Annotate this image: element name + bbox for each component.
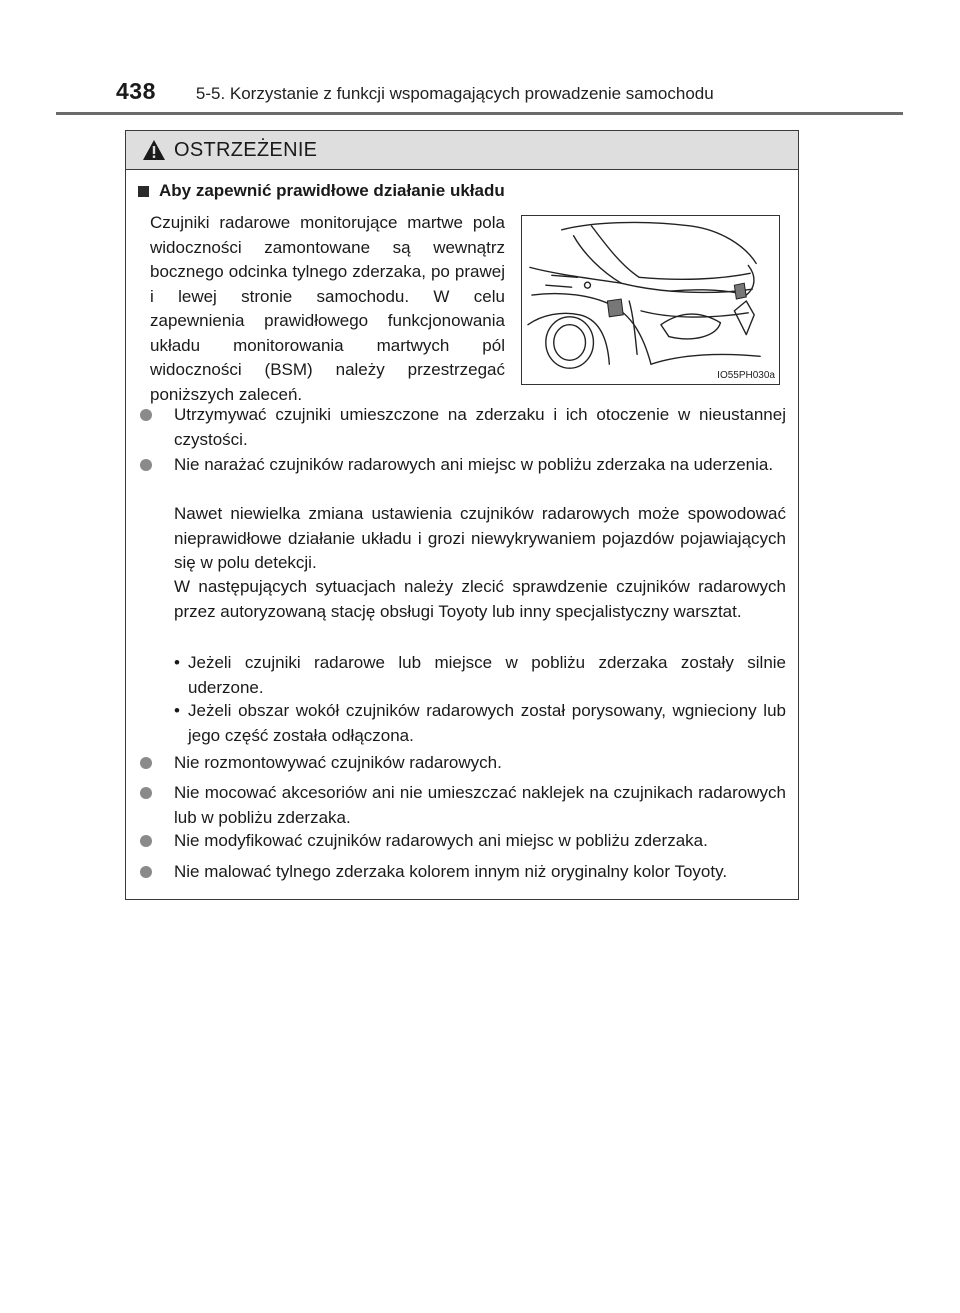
square-bullet-icon xyxy=(138,186,149,197)
subheading-text: Aby zapewnić prawidłowe działanie układu xyxy=(159,181,505,200)
car-rear-figure xyxy=(521,215,780,385)
warning-triangle-icon xyxy=(142,139,166,161)
list-item xyxy=(138,781,786,830)
car-rear-illustration xyxy=(522,216,779,384)
sub-bullet-marker: • xyxy=(174,701,180,720)
section-title: 5-5. Korzystanie z funkcji wspomagających prowadzenie samochodu xyxy=(195,84,714,103)
round-bullet-icon xyxy=(140,409,152,421)
warning-title: OSTRZEŻENIE xyxy=(174,138,318,161)
sub-bullet-text: Jeżeli czujniki radarowe lub miejsce w pobliżu zderzaka zostały silnie uderzone. xyxy=(188,653,786,697)
intro-paragraph: Czujniki radarowe monitorujące martwe pola widoczności zamontowane są wewnątrz bocznego odcinka tylnego zderzaka, po prawej i lewej stronie samochodu. W celu zapewnienia prawidłowego funkcjonowania układu monitorowania martwych pól widoczności (BSM) należy przestrzegać poniższych zaleceń. xyxy=(150,213,505,404)
warning-box xyxy=(125,130,799,900)
sub-bullet-item xyxy=(174,699,786,748)
list-item xyxy=(138,751,786,776)
list-item-text: Nie rozmontowywać czujników radarowych. xyxy=(174,753,502,772)
list-item-text: Nie modyfikować czujników radarowych ani miejsc w pobliżu zderzaka. xyxy=(174,831,708,850)
sub-bullet-item xyxy=(174,651,786,700)
list-item xyxy=(138,860,786,885)
page-number: 438 xyxy=(116,78,156,104)
header-rule xyxy=(56,112,903,115)
list-item-text: Nie narażać czujników radarowych ani miejsc w pobliżu zderzaka na uderzenia. xyxy=(174,455,774,474)
subheading xyxy=(138,181,505,201)
warning-header xyxy=(126,131,798,170)
list-item-text: Nie malować tylnego zderzaka kolorem innym niż oryginalny kolor Toyoty. xyxy=(174,862,728,881)
list-item-text: Nie mocować akcesoriów ani nie umieszczać naklejek na czujnikach radarowych lub w pobliżu zderzaka. xyxy=(174,783,786,827)
bullet2-paragraph-2: W następujących sytuacjach należy zlecić sprawdzenie czujników radarowych przez autoryzowaną stację obsługi Toyoty lub inny specjalistyczny warsztat. xyxy=(174,577,786,621)
round-bullet-icon xyxy=(140,835,152,847)
sub-bullet-text: Jeżeli obszar wokół czujników radarowych został porysowany, wgnieciony lub jego część została odłączona. xyxy=(188,701,786,745)
round-bullet-icon xyxy=(140,757,152,769)
page-header xyxy=(116,78,714,105)
list-item-text: Utrzymywać czujniki umieszczone na zderzaku i ich otoczenie w nieustannej czystości. xyxy=(174,405,786,449)
round-bullet-icon xyxy=(140,866,152,878)
round-bullet-icon xyxy=(140,459,152,471)
bullet2-paragraph-1: Nawet niewielka zmiana ustawienia czujników radarowych może spowodować nieprawidłowe działanie układu i grozi niewykrywaniem pojazdów pojawiających się w polu detekcji. xyxy=(174,504,786,572)
round-bullet-icon xyxy=(140,787,152,799)
list-item xyxy=(138,453,786,478)
list-item xyxy=(138,829,786,854)
figure-code: IO55PH030a xyxy=(717,370,775,381)
sub-bullet-marker: • xyxy=(174,653,180,672)
list-item xyxy=(138,403,786,452)
